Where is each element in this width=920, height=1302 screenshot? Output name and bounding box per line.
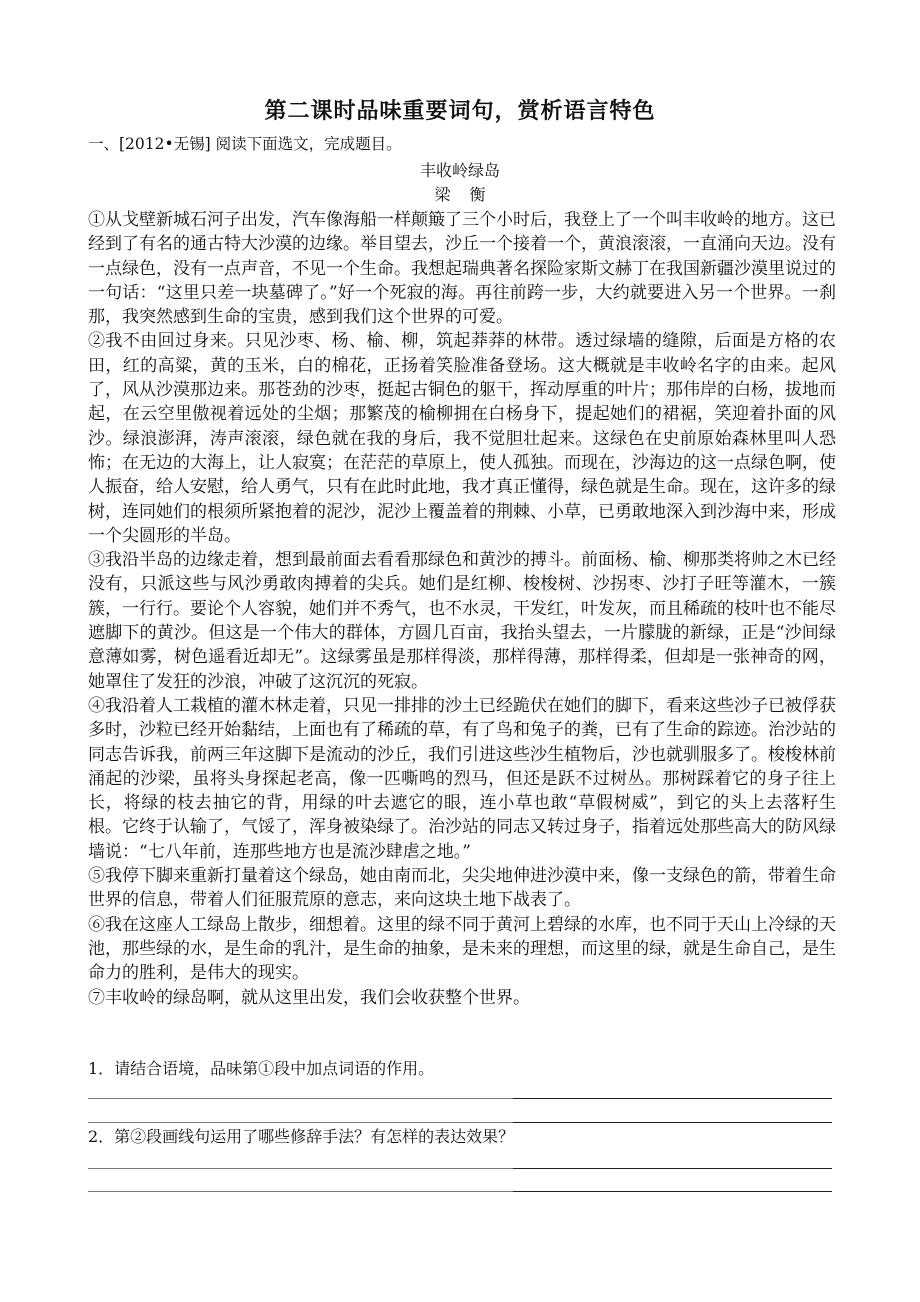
- exercise-intro: 一、[2012•无锡] 阅读下面选文，完成题目。: [88, 135, 402, 153]
- paragraph-7: ⑦丰收岭的绿岛啊，就从这里出发，我们会收获整个世界。: [88, 987, 530, 1008]
- paragraph-6: ⑥我在这座人工绿岛上散步，细想着。这里的绿不同于黄河上碧绿的水库，也不同于天山上冷绿的天池，那些绿的水，是生命的乳汁，是生命的抽象，是未来的理想，而这里的绿，就是生命自己，是生命力的胜利，是伟大的现实。: [88, 914, 836, 984]
- lesson-title: 第二课时品味重要词句，赏析语言特色: [264, 98, 656, 124]
- question-1: 1．请结合语境，品味第①段中加点词语的作用。: [88, 1059, 435, 1078]
- paragraph-4: ④我沿着人工栽植的灌木林走着，只见一排排的沙土已经跪伏在她们的脚下，看来这些沙子已被俘获多时，沙粒已经开始黏结，上面也有了稀疏的草，有了鸟和兔子的粪，已有了生命的踪迹。治沙站的同志告诉我，前两三年这脚下是流动的沙丘，我们引进这些沙生植物后，沙也就驯服多了。梭梭林前涌起的沙梁，虽将头身探起老高，像一匹嘶鸣的烈马，但还是跃不过树丛。那树踩着它的身子往上长，将绿的枝去抽它的背，用绿的叶去遮它的眼，连小草也敢“草假树威”，到它的头上去落籽生根。它终于认输了，气馁了，浑身被染绿了。治沙站的同志又转过身子，指着远处那些高大的防风绿墙说：“七八年前，连那些地方也是流沙肆虐之地。”: [88, 695, 836, 862]
- answer-line: [88, 1122, 832, 1123]
- story-body: [88, 208, 836, 1010]
- paragraph-5: ⑤我停下脚来重新打量着这个绿岛，她由南而北，尖尖地伸进沙漠中来，像一支绿色的箭，带着生命世界的信息，带着人们征服荒原的意志，来向这块土地下战表了。: [88, 866, 836, 911]
- question-2: 2．第②段画线句运用了哪些修辞手法？有怎样的表达效果？: [88, 1127, 515, 1146]
- answer-line: [88, 1098, 832, 1099]
- paragraph-1: ①从戈壁新城石河子出发，汽车像海船一样颠簸了三个小时后，我登上了一个叫丰收岭的地方。这已经到了有名的通古特大沙漠的边缘。举目望去，沙丘一个接着一个，黄浪滚滚，一直涌向天边。没有一点绿色，没有一点声音，不见一个生命。我想起瑞典著名探险家斯文赫丁在我国新疆沙漠里说过的一句话：“这里只差一块墓碑了。”好一个死寂的海。再往前跨一步，大约就要进入另一个世界。一刹那，我突然感到生命的宝贵，感到我们这个世界的可爱。: [88, 210, 836, 328]
- paragraph-3: ③我沿半岛的边缘走着，想到最前面去看看那绿色和黄沙的搏斗。前面杨、榆、柳那类将帅之木已经没有，只派这些与风沙勇敢肉搏着的尖兵。她们是红柳、梭梭树、沙拐枣、沙打子旺等灌木，一簇簇，一行行。要论个人容貌，她们并不秀气，也不水灵，干发红，叶发灰，而且稀疏的枝叶也不能尽遮脚下的黄沙。但这是一个伟大的群体，方圆几百亩，我抬头望去，一片朦胧的新绿，正是“沙间绿意薄如雾，树色遥看近却无”。这绿雾虽是那样得淡，那样得薄，那样得柔，但却是一张神奇的网，她罩住了发狂的沙浪，冲破了这沉沉的死寂。: [88, 550, 836, 692]
- story-title: 丰收岭绿岛: [419, 161, 500, 180]
- answer-line: [88, 1191, 832, 1192]
- story-author: 梁 衡: [434, 185, 486, 204]
- answer-line: [88, 1168, 832, 1169]
- paragraph-2: ②我不由回过身来。只见沙枣、杨、榆、柳，筑起莽莽的林带。透过绿墙的缝隙，后面是方格的农田，红的高粱，黄的玉米，白的棉花，正扬着笑脸准备登场。这大概就是丰收岭名字的由来。起风了，风从沙漠那边来。那苍劲的沙枣，挺起古铜色的躯干，挥动厚重的叶片；那伟岸的白杨，拔地而起，在云空里傲视着远处的尘烟；那繁茂的榆柳拥在白杨身下，提起她们的裙裾，笑迎着扑面的风沙。绿浪澎湃，涛声滚滚，绿色就在我的身后，我不觉胆壮起来。这绿色在史前原始森林里叫人恐怖；在无边的大海上，让人寂寞；在茫茫的草原上，使人孤独。而现在，沙海边的这一点绿色啊，使人振奋，给人安慰，给人勇气，只有在此时此地，我才真正懂得，绿色就是生命。现在，这许多的绿树，连同她们的根须所紧抱着的泥沙，泥沙上覆盖着的荆棘、小草，已勇敢地深入到沙海中来，形成一个尖圆形的半岛。: [88, 331, 836, 546]
